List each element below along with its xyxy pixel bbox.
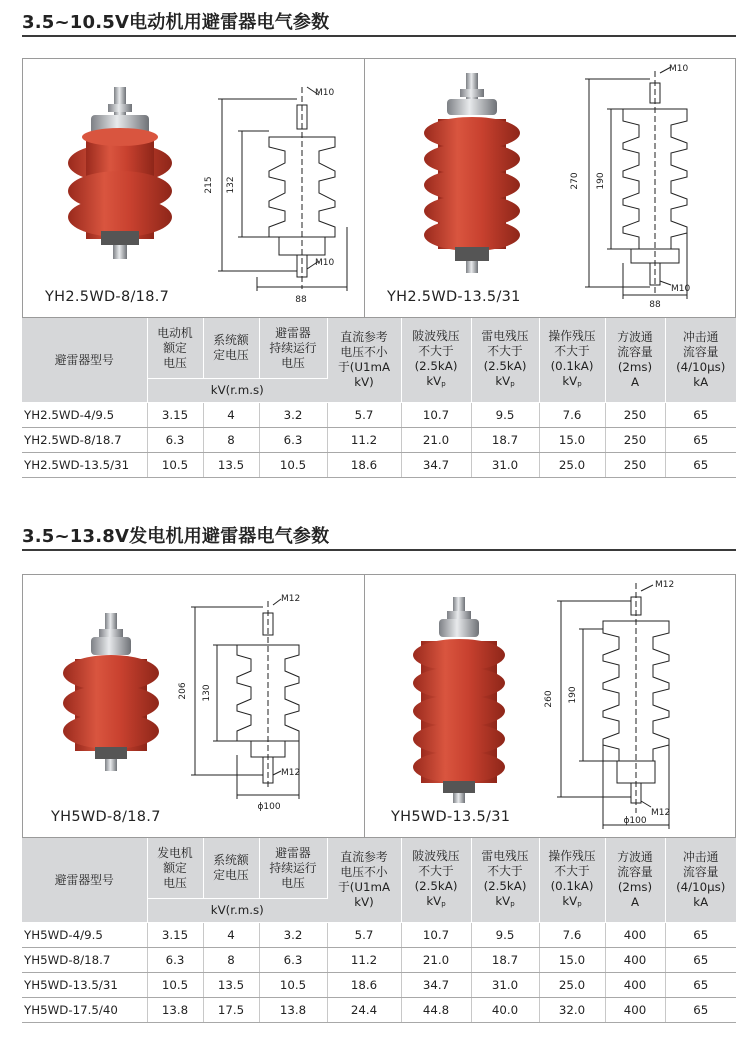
header-square-wave: 方波通 流容量 (2ms) A: [605, 318, 665, 403]
header-square-wave: 方波通 流容量 (2ms) A: [605, 838, 665, 923]
cell-value: 32.0: [539, 998, 605, 1023]
header-dc-reference: 直流参考 电压不小 于(U1mA kV): [327, 318, 401, 403]
cell-value: 65: [665, 973, 736, 998]
arrester-drawing-icon: [365, 59, 735, 317]
cell-model: YH2.5WD-4/9.5: [22, 403, 147, 428]
cell-value: 17.5: [203, 998, 259, 1023]
header-switching-residual: 操作残压 不大于 (0.1kA) $kV_p$: [539, 318, 605, 403]
dim-bottom-thread: M10: [315, 258, 335, 268]
cell-value: 400: [605, 923, 665, 948]
cell-value: 250: [605, 403, 665, 428]
table-row: [22, 403, 736, 428]
section-title: 3.5~10.5V电动机用避雷器电气参数: [22, 12, 330, 33]
cell-value: 9.5: [471, 403, 539, 428]
cell-value: 31.0: [471, 973, 539, 998]
header-rated-voltage: 发电机 额定 电压: [147, 838, 203, 899]
cell-value: 65: [665, 403, 736, 428]
header-unit: kV(r.m.s): [147, 899, 327, 923]
cell-value: 3.15: [147, 403, 203, 428]
header-continuous-voltage: 避雷器 持续运行 电压: [259, 838, 327, 899]
cell-value: 65: [665, 428, 736, 453]
cell-value: 10.7: [401, 403, 471, 428]
header-rated-voltage: 电动机 额定 电压: [147, 318, 203, 379]
dim-width: 88: [295, 295, 307, 305]
cell-value: 18.7: [471, 948, 539, 973]
cell-value: 8: [203, 948, 259, 973]
table-body: [22, 403, 736, 478]
cell-value: 9.5: [471, 923, 539, 948]
cell-value: 18.6: [327, 973, 401, 998]
cell-value: 31.0: [471, 453, 539, 478]
header-impulse: 冲击通 流容量 (4/10μs) kA: [665, 318, 736, 403]
cell-value: 3.2: [259, 403, 327, 428]
cell-value: 25.0: [539, 973, 605, 998]
dim-bottom-thread: M12: [281, 768, 301, 778]
title-rule: [22, 549, 736, 551]
header-switching-residual: 操作残压 不大于 (0.1kA) $kV_p$: [539, 838, 605, 923]
cell-value: 13.8: [147, 998, 203, 1023]
section-generator-arrester: [0, 518, 750, 1043]
cell-value: 18.7: [471, 428, 539, 453]
dim-body: 132: [226, 176, 236, 194]
table-row: [22, 948, 736, 973]
figure-caption: YH2.5WD-13.5/31: [387, 289, 521, 305]
figure-caption: YH5WD-8/18.7: [51, 809, 161, 825]
cell-model: YH2.5WD-13.5/31: [22, 453, 147, 478]
params-table: [22, 318, 736, 478]
figure-left: [23, 575, 363, 837]
dim-bottom-thread: M12: [651, 808, 671, 818]
section-title: 3.5~13.8V发电机用避雷器电气参数: [22, 526, 330, 547]
figure-right: [365, 575, 705, 837]
cell-value: 10.5: [147, 453, 203, 478]
cell-model: YH5WD-4/9.5: [22, 923, 147, 948]
header-dc-reference: 直流参考 电压不小 于(U1mA kV): [327, 838, 401, 923]
dim-overall: 206: [178, 682, 188, 700]
cell-value: 13.5: [203, 973, 259, 998]
cell-value: 8: [203, 428, 259, 453]
table-body: [22, 923, 736, 1023]
cell-value: 40.0: [471, 998, 539, 1023]
header-system-voltage: 系统额 定电压: [203, 318, 259, 379]
dim-width: ϕ100: [623, 816, 647, 826]
table-row: [22, 923, 736, 948]
cell-value: 11.2: [327, 948, 401, 973]
table-row: [22, 453, 736, 478]
cell-value: 10.7: [401, 923, 471, 948]
cell-value: 65: [665, 453, 736, 478]
header-impulse: 冲击通 流容量 (4/10μs) kA: [665, 838, 736, 923]
table-row: [22, 428, 736, 453]
header-continuous-voltage: 避雷器 持续运行 电压: [259, 318, 327, 379]
cell-value: 18.6: [327, 453, 401, 478]
figure-panel: [22, 58, 736, 318]
figure-left: [23, 59, 363, 317]
table-row: [22, 998, 736, 1023]
dim-top-thread: M10: [669, 64, 689, 74]
cell-value: 400: [605, 998, 665, 1023]
cell-value: 3.15: [147, 923, 203, 948]
header-model: 避雷器型号: [22, 838, 147, 923]
header-system-voltage: 系统额 定电压: [203, 838, 259, 899]
table-row: [22, 973, 736, 998]
figure-caption: YH5WD-13.5/31: [391, 809, 511, 825]
dim-top-thread: M10: [315, 88, 335, 98]
cell-value: 11.2: [327, 428, 401, 453]
arrester-photo-icon: [23, 575, 363, 837]
cell-value: 6.3: [259, 948, 327, 973]
cell-value: 65: [665, 998, 736, 1023]
cell-value: 5.7: [327, 403, 401, 428]
cell-model: YH5WD-17.5/40: [22, 998, 147, 1023]
figure-caption: YH2.5WD-8/18.7: [45, 289, 170, 305]
header-lightning-residual: 雷电残压 不大于 (2.5kA) $kV_p$: [471, 318, 539, 403]
dim-overall: 260: [544, 690, 554, 708]
cell-value: 13.8: [259, 998, 327, 1023]
header-steep-residual: 陂波残压 不大于 (2.5kA) $kV_p$: [401, 318, 471, 403]
cell-value: 7.6: [539, 403, 605, 428]
cell-value: 13.5: [203, 453, 259, 478]
cell-value: 34.7: [401, 973, 471, 998]
cell-value: 250: [605, 453, 665, 478]
dim-body: 130: [202, 684, 212, 702]
cell-model: YH5WD-13.5/31: [22, 973, 147, 998]
cell-value: 44.8: [401, 998, 471, 1023]
dim-width: ϕ100: [257, 802, 281, 812]
cell-value: 5.7: [327, 923, 401, 948]
dim-body: 190: [568, 686, 578, 704]
dim-overall: 215: [204, 176, 214, 194]
figure-right: [365, 59, 705, 317]
cell-value: 65: [665, 948, 736, 973]
section-motor-arrester: [0, 0, 750, 490]
cell-value: 10.5: [259, 453, 327, 478]
cell-value: 6.3: [259, 428, 327, 453]
cell-value: 10.5: [259, 973, 327, 998]
title-rule: [22, 35, 736, 37]
arrester-photo-icon: [23, 59, 363, 317]
cell-value: 7.6: [539, 923, 605, 948]
cell-value: 21.0: [401, 948, 471, 973]
dim-overall: 270: [570, 172, 580, 190]
header-unit: kV(r.m.s): [147, 379, 327, 403]
cell-value: 3.2: [259, 923, 327, 948]
cell-value: 4: [203, 923, 259, 948]
cell-value: 34.7: [401, 453, 471, 478]
cell-value: 24.4: [327, 998, 401, 1023]
params-table: [22, 838, 736, 1023]
cell-model: YH2.5WD-8/18.7: [22, 428, 147, 453]
figure-panel: [22, 574, 736, 838]
cell-value: 400: [605, 973, 665, 998]
cell-model: YH5WD-8/18.7: [22, 948, 147, 973]
cell-value: 15.0: [539, 948, 605, 973]
dim-body: 190: [596, 172, 606, 190]
header-model: 避雷器型号: [22, 318, 147, 403]
cell-value: 250: [605, 428, 665, 453]
header-lightning-residual: 雷电残压 不大于 (2.5kA) $kV_p$: [471, 838, 539, 923]
cell-value: 25.0: [539, 453, 605, 478]
dim-top-thread: M12: [281, 594, 301, 604]
cell-value: 65: [665, 923, 736, 948]
cell-value: 6.3: [147, 948, 203, 973]
dim-bottom-thread: M10: [671, 284, 691, 294]
arrester-drawing-icon: [365, 575, 735, 837]
cell-value: 21.0: [401, 428, 471, 453]
dim-top-thread: M12: [655, 580, 675, 590]
cell-value: 6.3: [147, 428, 203, 453]
cell-value: 400: [605, 948, 665, 973]
dim-width: 88: [649, 300, 661, 310]
cell-value: 10.5: [147, 973, 203, 998]
header-steep-residual: 陂波残压 不大于 (2.5kA) $kV_p$: [401, 838, 471, 923]
cell-value: 15.0: [539, 428, 605, 453]
cell-value: 4: [203, 403, 259, 428]
